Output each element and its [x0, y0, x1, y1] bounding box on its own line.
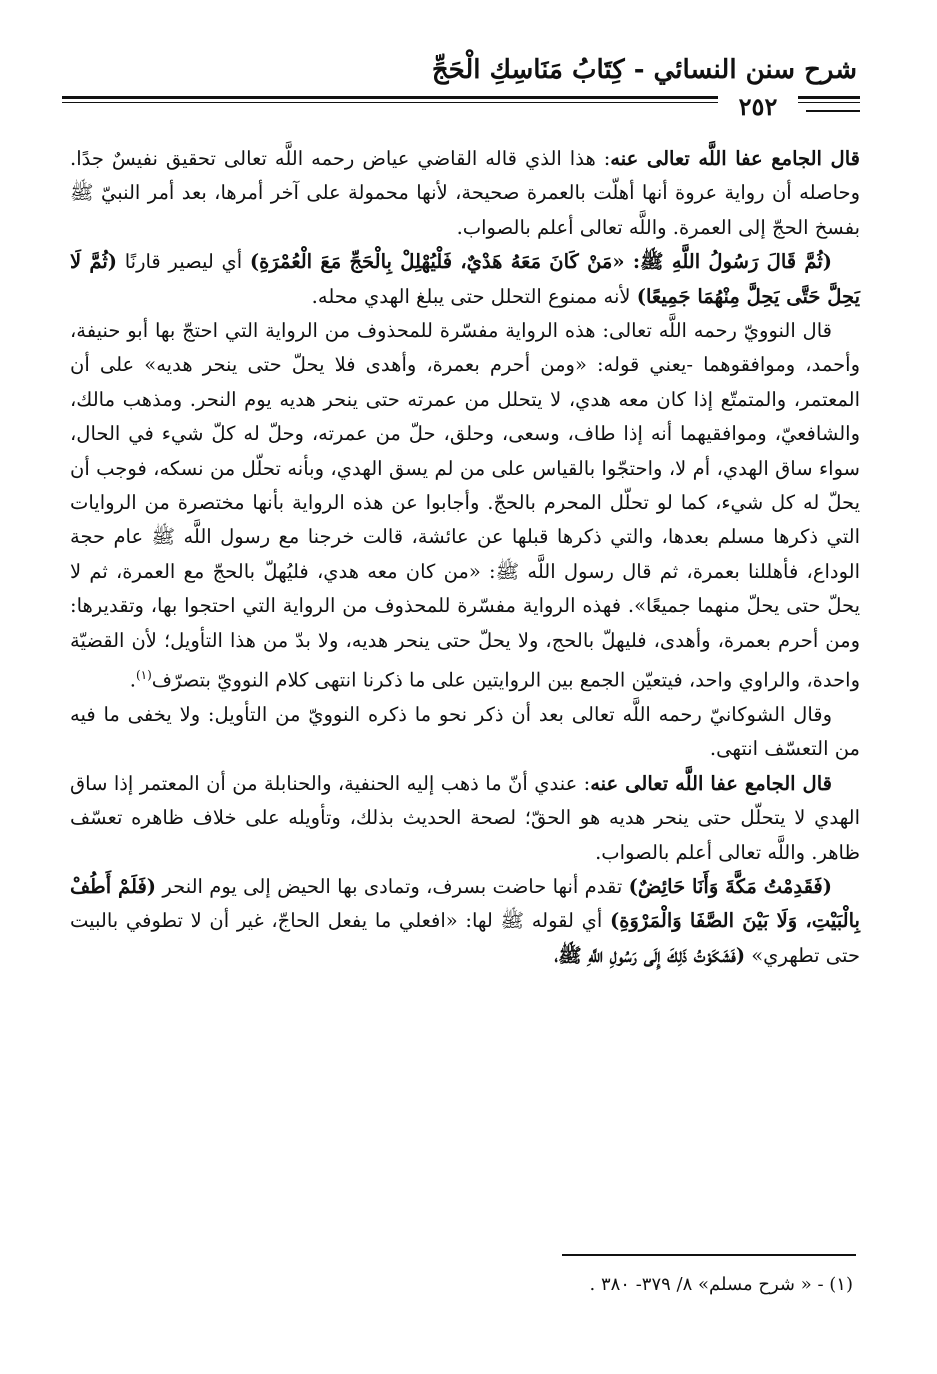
footnote-reference[interactable]: (١) — [135, 668, 152, 683]
paragraph-text: : عندي أنّ ما ذهب إليه الحنفية، والحنابلة من أن المعتمر إذا ساق الهدي لا يتحلّل حتى ينحر هديه هو الحقّ؛ لصحة الحديث بذلك، وتأويله على خلاف ظاهره تعسّف ظاهر. واللَّه تعالى أعلم بالصواب. — [70, 771, 860, 864]
running-header-title: شرح سنن النسائي - كِتَابُ مَنَاسِكِ الْحَجِّ — [431, 55, 857, 85]
main-text — [70, 142, 860, 973]
paragraph-end: . — [129, 668, 136, 692]
commentary-text: أي ليصير قارنًا — [117, 250, 250, 274]
author-intro: قال الجامع عفا اللَّه تعالى عنه — [610, 147, 860, 170]
footnote: (١) - « شرح مسلم» ٨/ ٣٧٩- ٣٨٠ . — [589, 1274, 853, 1295]
paragraph-3 — [70, 314, 860, 698]
paragraph-2 — [70, 245, 860, 314]
hadith-quote: (ثُمَّ لَا يَحِلَّ حَتَّى يَحِلَّ مِنْهُمَا جَمِيعًا) — [70, 250, 860, 308]
hadith-quote: (فَلَمْ أَطُفْ بِالْبَيْتِ، وَلَا بَيْنَ الصَّفَا وَالْمَرْوَةِ) — [70, 875, 860, 933]
paragraph-text: : هذا الذي قاله القاضي عياض رحمه اللَّه تعالى تحقيق نفيسٌ جدًا. وحاصله أن رواية عروة أنها أهلّت بالعمرة صحيحة، لأنها محمولة على آخر أمرها، بعد أمر النبيّ ﷺ بفسخ الحجّ إلى العمرة. واللَّه تعالى أعلم بالصواب. — [70, 147, 860, 239]
paragraph-text: وقال الشوكانيّ رحمه اللَّه تعالى بعد أن ذكر نحو ما ذكره النوويّ من التأويل: ولا يخفى ما فيه من التعسّف انتهى. — [70, 703, 860, 761]
author-intro: قال الجامع عفا اللَّه تعالى عنه — [590, 771, 832, 795]
paragraph-text: قال النوويّ رحمه اللَّه تعالى: هذه الرواية مفسّرة للمحذوف من الرواية التي احتجّ بها أبو حنيفة، وأحمد، وموافقوهما -يعني قوله: «ومن أحرم بعمرة، وأهدى فلا يحلّ حتى ينحر هديه» على أن المعتمر، والمتمتّع إذا كان معه هدي، لا يتحلل من عمرته حتى ينحر هديه يوم النحر. ومذهب مالك، والشافعيّ، وموافقيهما أنه إذا طاف، وسعى، وحلق، حلّ من عمرته، وحلّ له كلّ شيء في الحال، سواء ساق الهدي، أم لا، واحتجّوا بالقياس على من لم يسق الهدي، وبأنه تحلّل من نسكه، فوجب أن يحلّ له كل شيء، كما لو تحلّل المحرم بالحجّ. وأجابوا عن هذه الرواية بأنها مختصرة من الروايات التي ذكرها مسلم بعدها، والتي ذكرها قبلها عن عائشة، قالت خرجنا مع رسول اللَّه ﷺ عام حجة الوداع، فأهللنا بعمرة، ثم قال رسول اللَّه ﷺ: «من كان معه هدي، فليُهلّ بالحجّ مع العمرة، ثم لا يحلّ حتى يحلّ منهما جميعًا». فهذه الرواية مفسّرة للمحذوف من الرواية التي احتجوا بها، وتقديرها: ومن أحرم بعمرة، وأهدى، فليهلّ بالحج، ولا يحلّ حتى ينحر هديه، ولا بدّ من هذا التأويل؛ لأن القضيّة واحدة، والراوي واحد، فيتعيّن الجمع بين الروايتين على ما ذكرنا انتهى كلام النوويّ بتصرّف — [70, 319, 860, 692]
commentary-text: لأنه ممنوع التحلل حتى يبلغ الهدي محله. — [311, 284, 637, 308]
footnote-separator — [562, 1254, 856, 1256]
commentary-text: أي لقوله ﷺ لها: «افعلي ما يفعل الحاجّ، غير أن لا تطوفي بالبيت حتى تطهري» — [70, 909, 860, 967]
paragraph-1 — [70, 142, 860, 245]
page-number: ٢٥٢ — [718, 92, 798, 122]
paragraph-6 — [70, 870, 860, 973]
hadith-quote: (فَقَدِمْتُ مَكَّةَ وَأَنَا حَائِضٌ) — [628, 875, 832, 899]
paragraph-4 — [70, 698, 860, 767]
commentary-text: تقدم أنها حاضت بسرف، وتمادى بها الحيض إلى يوم النحر — [156, 875, 629, 899]
page-number-rule — [806, 110, 860, 112]
paragraph-5 — [70, 767, 860, 870]
hadith-quote: (ثُمَّ قَالَ رَسُولُ اللَّهِ ﷺ: «مَنْ كَانَ مَعَهُ هَدْيٌ، فَلْيُهْلِلْ بِالْحَجِّ مَعَ الْعُمْرَةِ) — [249, 250, 832, 274]
hadith-quote: (فَشَكَوْتُ ذَلِكَ إِلَى رَسُولِ اللَّهِ ﷺ، — [554, 943, 746, 967]
